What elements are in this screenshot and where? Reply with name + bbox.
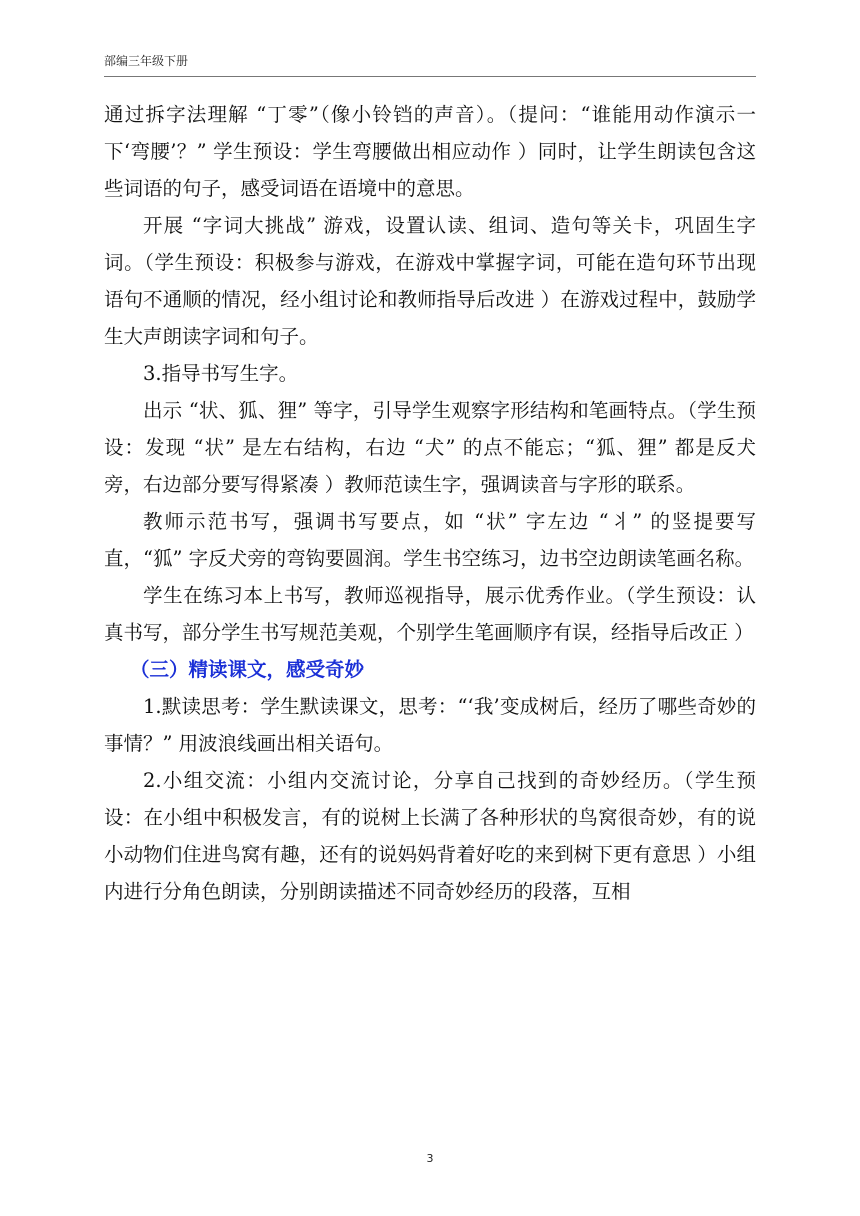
header-divider [104,76,756,77]
paragraph-teacher-demo: 教师示范书写，强调书写要点，如 “状” 字左边 “丬” 的竖提要写直，“狐” 字反犬旁的弯钩要圆润。学生书空练习，边书空边朗读笔画名称。 [104,510,756,570]
section-heading-close-reading: （三）精读课文，感受奇妙 [130,658,365,681]
document-body [104,96,756,910]
page-number: 3 [426,1152,434,1165]
paragraph-word-understanding: 通过拆字法理解 “丁零”（像小铃铛的声音）。（提问：“谁能用动作演示一下‘弯腰’？” 学生预设：学生弯腰做出相应动作 ）同时，让学生朗读包含这些词语的句子，感受词语在语境中的意思。 [104,103,756,200]
paragraph-word-game: 开展 “字词大挑战” 游戏，设置认读、组词、造句等关卡，巩固生字词。（学生预设：积极参与游戏，在游戏中掌握字词，可能在造句环节出现语句不通顺的情况，经小组讨论和教师指导后改进 ）在游戏过程中，鼓励学生大声朗读字词和句子。 [104,214,756,348]
paragraph-writing-guidance: 3.指导书写生字。 [143,362,299,385]
paragraph-show-characters: 出示 “状、狐、狸” 等字，引导学生观察字形结构和笔画特点。（学生预设：发现 “状” 是左右结构，右边 “犬” 的点不能忘；“狐、狸” 都是反犬旁，右边部分要写得紧凑 ）教师范读生字，强调读音与字形的联系。 [104,399,756,496]
page-header: 部编三年级下册 [104,54,189,68]
paragraph-student-practice: 学生在练习本上书写，教师巡视指导，展示优秀作业。（学生预设：认真书写，部分学生书写规范美观，个别学生笔画顺序有误，经指导后改正 ） [104,584,756,644]
paragraph-group-discussion: 2.小组交流：小组内交流讨论，分享自己找到的奇妙经历。（学生预设：在小组中积极发言，有的说树上长满了各种形状的鸟窝很奇妙，有的说小动物们住进鸟窝有趣，还有的说妈妈背着好吃的来到树下更有意思 ）小组内进行分角色朗读，分别朗读描述不同奇妙经历的段落，互相 [104,769,756,903]
paragraph-silent-reading: 1.默读思考：学生默读课文，思考：“‘我’变成树后，经历了哪些奇妙的事情？” 用波浪线画出相关语句。 [104,695,756,755]
